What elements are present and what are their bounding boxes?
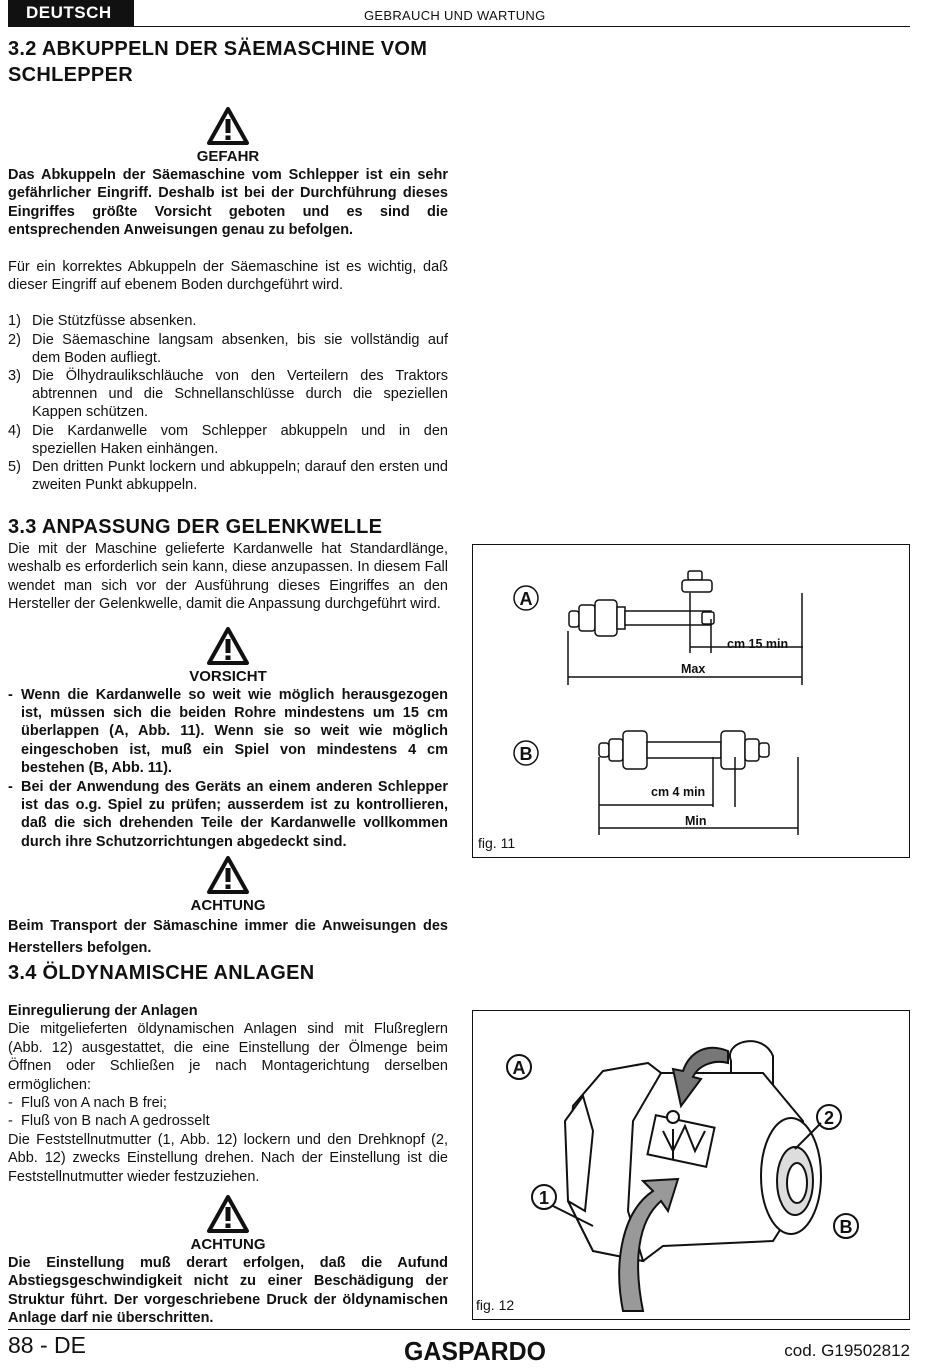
flow-regulator-diagram — [473, 1011, 909, 1319]
figure-marker-b: B — [839, 1217, 853, 1237]
paragraph: Die mit der Maschine gelieferte Kardanwelle hat Standardlänge, weshalb es erforderlich sein kann, diese anzupassen. In diesem Fall wendet man sich vor der Ausführung dieses Eingriffes an den Hersteller der Gelenkwelle, damit die Anpassung durchgeführt wird. — [8, 541, 448, 613]
page-number: 88 - DE — [8, 1332, 86, 1358]
figure-marker-b: B — [519, 744, 533, 764]
caution-warning — [8, 626, 448, 852]
warning-text: Das Abkuppeln der Säemaschine vom Schlepper ist ein sehr gefährlicher Eingriff. Deshalb ist bei der Durchführung dieses Eingriffes größte Vorsicht geboten und es sind die entsprechenden Anweisungen genau zu befolgen. — [8, 167, 448, 239]
cardan-shaft-diagram — [473, 545, 909, 857]
warning-triangle-icon — [206, 1194, 250, 1234]
warning-triangle-icon — [206, 626, 250, 666]
min-dimension-label: Min — [685, 814, 707, 828]
warning-text: Beim Transport der Sämaschine immer die Anweisungen des Herstellers befolgen. — [8, 918, 448, 957]
section-3-4 — [8, 960, 448, 1328]
paragraph: Für ein korrektes Abkuppeln der Säemaschine ist es wichtig, daß dieser Eingriff auf ebenem Boden durchgeführt wird. — [8, 258, 448, 294]
list-item: 3) Die Ölhydraulikschläuche von den Verteilern des Traktors abtrennen und die Schnellanschlüsse durch die speziellen Kappen schützen. — [8, 368, 448, 421]
warning-label: ACHTUNG — [190, 1236, 266, 1254]
warning-triangle-icon — [206, 855, 250, 895]
list-item: 4) Die Kardanwelle vom Schlepper abkuppeln und in den speziellen Haken einhängen. — [8, 422, 448, 457]
list-item: 2) Die Säemaschine langsam absenken, bis sie vollständig auf dem Boden aufliegt. — [8, 331, 448, 366]
paragraph: Die Feststellnutmutter (1, Abb. 12) lockern und den Drehknopf (2, Abb. 12) zwecks Einstellung drehen. Nach der Einstellung ist die Feststellnutmutter wieder festzuziehen. — [8, 1131, 448, 1185]
section-3-3-title: 3.3 ANPASSUNG DER GELENKWELLE — [8, 516, 383, 538]
figure-marker-a: A — [512, 1058, 526, 1078]
brand-logo — [404, 1337, 546, 1363]
figure-marker-1: 1 — [538, 1188, 550, 1208]
attention-warning — [8, 1194, 448, 1328]
list-item: - Fluß von A nach B frei; — [8, 1094, 448, 1112]
paragraph: Die mitgelieferten öldynamischen Anlagen sind mit Flußreglern (Abb. 12) ausgestattet, die eine Einstellung der Ölmenge beim Öffnen oder Schließen je nach Montagerichtung derselben ermöglichen: — [8, 1021, 448, 1093]
overlap-dimension-label: cm 15 min — [727, 637, 789, 651]
figure-marker-2: 2 — [823, 1108, 835, 1128]
warning-label: VORSICHT — [189, 667, 267, 685]
subsection-title: Einregulierung der Anlagen — [8, 1003, 198, 1019]
figure-caption: fig. 11 — [478, 835, 516, 851]
flow-list — [8, 1094, 448, 1131]
section-3-2 — [8, 36, 448, 494]
warning-text: Die Einstellung muß derart erfolgen, daß die Aufund Abstiegsgeschwindigkeit nicht zu einer Beschädigung der Struktur führt. Der vorgeschriebene Druck der öldynamischen Anlage darf nie überschritten. — [8, 1255, 448, 1327]
list-item: 5) Den dritten Punkt lockern und abkuppeln; darauf den ersten und zweiten Punkt abkuppeln. — [8, 459, 448, 494]
list-item: - Wenn die Kardanwelle so weit wie möglich herausgezogen ist, müssen sich die beiden Rohre mindestens um 15 cm überlappen (A, Abb. 11). Wenn sie so weit wie möglich eingeschoben ist, muß ein Spiel von mindestens 4 cm bestehen (B, Abb. 11). — [8, 686, 448, 778]
warning-label: GEFAHR — [196, 148, 260, 165]
svg-text:GASPARDO: GASPARDO — [404, 1337, 546, 1363]
play-dimension-label: cm 4 min — [651, 785, 706, 799]
list-item: - Fluß von B nach A gedrosselt — [8, 1112, 448, 1130]
section-3-2-title: 3.2 ABKUPPELN DER SÄEMASCHINE VOM SCHLEPPER — [8, 38, 428, 86]
figure-12 — [472, 1010, 910, 1320]
figure-caption: fig. 12 — [476, 1297, 515, 1313]
warning-label: ACHTUNG — [190, 897, 266, 915]
document-code: cod. G19502812 — [784, 1341, 910, 1360]
steps-list — [8, 312, 448, 494]
header-section-title: GEBRAUCH UND WARTUNG — [364, 8, 546, 23]
caution-list — [8, 686, 448, 852]
header-rule — [8, 26, 910, 27]
max-dimension-label: Max — [681, 662, 706, 676]
warning-triangle-icon — [206, 106, 250, 146]
footer-rule — [8, 1329, 910, 1330]
figure-marker-a: A — [519, 589, 533, 609]
list-item: - Bei der Anwendung des Geräts an einem anderen Schlepper ist das o.g. Spiel zu prüfen; ausserdem ist zu kontrollieren, daß die sich drehenden Teile der Kardanwelle vollkommen durch ihre Schutzorrichtungen abgedeckt sind. — [8, 778, 448, 852]
language-tab: DEUTSCH — [8, 0, 134, 26]
section-3-3 — [8, 514, 448, 959]
figure-11 — [472, 544, 910, 858]
section-3-4-title: 3.4 ÖLDYNAMISCHE ANLAGEN — [8, 962, 315, 984]
list-item: 1) Die Stützfüsse absenken. — [8, 313, 197, 330]
danger-warning — [8, 106, 448, 240]
attention-warning — [8, 855, 448, 959]
